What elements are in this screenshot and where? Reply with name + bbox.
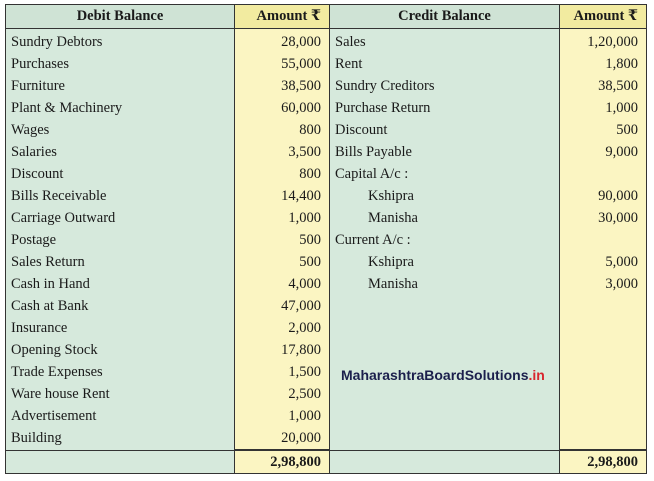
table-row bbox=[6, 273, 647, 295]
credit-item-amount: 3,000 bbox=[560, 273, 647, 295]
credit-empty-amount bbox=[560, 339, 647, 361]
total-credit-amount: 2,98,800 bbox=[560, 450, 647, 474]
debit-item-label: Furniture bbox=[6, 75, 235, 97]
table-row bbox=[6, 317, 647, 339]
debit-item-amount: 28,000 bbox=[235, 29, 330, 54]
credit-item-label: Bills Payable bbox=[330, 141, 560, 163]
credit-empty-amount bbox=[560, 295, 647, 317]
table-row bbox=[6, 229, 647, 251]
debit-item-amount: 800 bbox=[235, 119, 330, 141]
watermark-ext-text: .in bbox=[528, 367, 545, 383]
credit-item-label: Purchase Return bbox=[330, 97, 560, 119]
debit-item-label: Discount bbox=[6, 163, 235, 185]
total-row bbox=[6, 450, 647, 474]
debit-item-amount: 1,500 bbox=[235, 361, 330, 383]
credit-item-amount: 1,20,000 bbox=[560, 29, 647, 54]
table-row bbox=[6, 119, 647, 141]
table-row bbox=[6, 53, 647, 75]
total-debit-amount: 2,98,800 bbox=[235, 450, 330, 474]
debit-item-amount: 1,000 bbox=[235, 405, 330, 427]
credit-item-label: Rent bbox=[330, 53, 560, 75]
table-row bbox=[6, 361, 647, 383]
debit-item-amount: 55,000 bbox=[235, 53, 330, 75]
debit-item-label: Building bbox=[6, 427, 235, 450]
capital-account-heading: Capital A/c : bbox=[330, 163, 560, 185]
credit-item-amount: 1,800 bbox=[560, 53, 647, 75]
debit-balance-header: Debit Balance bbox=[6, 5, 235, 29]
credit-amount-header: Amount ₹ bbox=[560, 5, 647, 29]
debit-item-amount: 17,800 bbox=[235, 339, 330, 361]
debit-item-label: Wages bbox=[6, 119, 235, 141]
debit-item-label: Opening Stock bbox=[6, 339, 235, 361]
table-row bbox=[6, 383, 647, 405]
debit-item-label: Cash at Bank bbox=[6, 295, 235, 317]
debit-item-label: Salaries bbox=[6, 141, 235, 163]
table-row bbox=[6, 29, 647, 54]
debit-item-label: Postage bbox=[6, 229, 235, 251]
table-row bbox=[6, 251, 647, 273]
credit-empty-amount bbox=[560, 383, 647, 405]
credit-empty-amount bbox=[560, 361, 647, 383]
current-account-heading: Current A/c : bbox=[330, 229, 560, 251]
credit-empty-amount bbox=[560, 405, 647, 427]
debit-item-amount: 20,000 bbox=[235, 427, 330, 450]
debit-item-amount: 2,000 bbox=[235, 317, 330, 339]
credit-item-label: Discount bbox=[330, 119, 560, 141]
credit-empty-cell bbox=[330, 405, 560, 427]
debit-item-label: Insurance bbox=[6, 317, 235, 339]
debit-item-label: Plant & Machinery bbox=[6, 97, 235, 119]
credit-item-amount bbox=[560, 229, 647, 251]
debit-item-amount: 4,000 bbox=[235, 273, 330, 295]
debit-item-label: Trade Expenses bbox=[6, 361, 235, 383]
debit-item-amount: 3,500 bbox=[235, 141, 330, 163]
credit-item-amount: 9,000 bbox=[560, 141, 647, 163]
table-row bbox=[6, 141, 647, 163]
table-row bbox=[6, 427, 647, 450]
debit-item-label: Bills Receivable bbox=[6, 185, 235, 207]
watermark-main-text: MaharashtraBoardSolutions bbox=[341, 367, 529, 383]
table-row bbox=[6, 185, 647, 207]
credit-item-label: Kshipra bbox=[330, 185, 560, 207]
table-row bbox=[6, 97, 647, 119]
table-row bbox=[6, 295, 647, 317]
debit-item-amount: 2,500 bbox=[235, 383, 330, 405]
credit-item-label: Sales bbox=[330, 29, 560, 54]
debit-item-amount: 500 bbox=[235, 229, 330, 251]
debit-item-label: Purchases bbox=[6, 53, 235, 75]
table-row bbox=[6, 405, 647, 427]
debit-item-amount: 60,000 bbox=[235, 97, 330, 119]
debit-item-amount: 500 bbox=[235, 251, 330, 273]
total-credit-label-cell bbox=[330, 450, 560, 474]
debit-item-amount: 1,000 bbox=[235, 207, 330, 229]
total-debit-label-cell bbox=[6, 450, 235, 474]
credit-empty-amount bbox=[560, 427, 647, 450]
credit-item-amount: 90,000 bbox=[560, 185, 647, 207]
header-row bbox=[6, 5, 647, 29]
credit-item-label: Sundry Creditors bbox=[330, 75, 560, 97]
credit-item-label: Kshipra bbox=[330, 251, 560, 273]
credit-item-amount: 1,000 bbox=[560, 97, 647, 119]
debit-item-amount: 47,000 bbox=[235, 295, 330, 317]
credit-balance-header: Credit Balance bbox=[330, 5, 560, 29]
debit-item-label: Carriage Outward bbox=[6, 207, 235, 229]
debit-item-amount: 800 bbox=[235, 163, 330, 185]
credit-item-amount bbox=[560, 163, 647, 185]
debit-amount-header: Amount ₹ bbox=[235, 5, 330, 29]
credit-empty-amount bbox=[560, 317, 647, 339]
debit-item-label: Ware house Rent bbox=[6, 383, 235, 405]
debit-item-label: Advertisement bbox=[6, 405, 235, 427]
debit-item-label: Sundry Debtors bbox=[6, 29, 235, 54]
trial-balance-table bbox=[5, 4, 647, 474]
table-row bbox=[6, 207, 647, 229]
debit-item-amount: 38,500 bbox=[235, 75, 330, 97]
credit-empty-cell bbox=[330, 295, 560, 317]
credit-empty-cell bbox=[330, 339, 560, 361]
debit-item-amount: 14,400 bbox=[235, 185, 330, 207]
credit-item-amount: 38,500 bbox=[560, 75, 647, 97]
debit-item-label: Cash in Hand bbox=[6, 273, 235, 295]
debit-item-label: Sales Return bbox=[6, 251, 235, 273]
table-row bbox=[6, 339, 647, 361]
credit-item-amount: 5,000 bbox=[560, 251, 647, 273]
credit-empty-cell bbox=[330, 427, 560, 450]
credit-empty-cell bbox=[330, 317, 560, 339]
credit-item-amount: 30,000 bbox=[560, 207, 647, 229]
credit-item-amount: 500 bbox=[560, 119, 647, 141]
credit-empty-cell bbox=[330, 383, 560, 405]
watermark-logo bbox=[341, 367, 545, 383]
table-row bbox=[6, 75, 647, 97]
table-row bbox=[6, 163, 647, 185]
credit-item-label: Manisha bbox=[330, 207, 560, 229]
credit-item-label: Manisha bbox=[330, 273, 560, 295]
